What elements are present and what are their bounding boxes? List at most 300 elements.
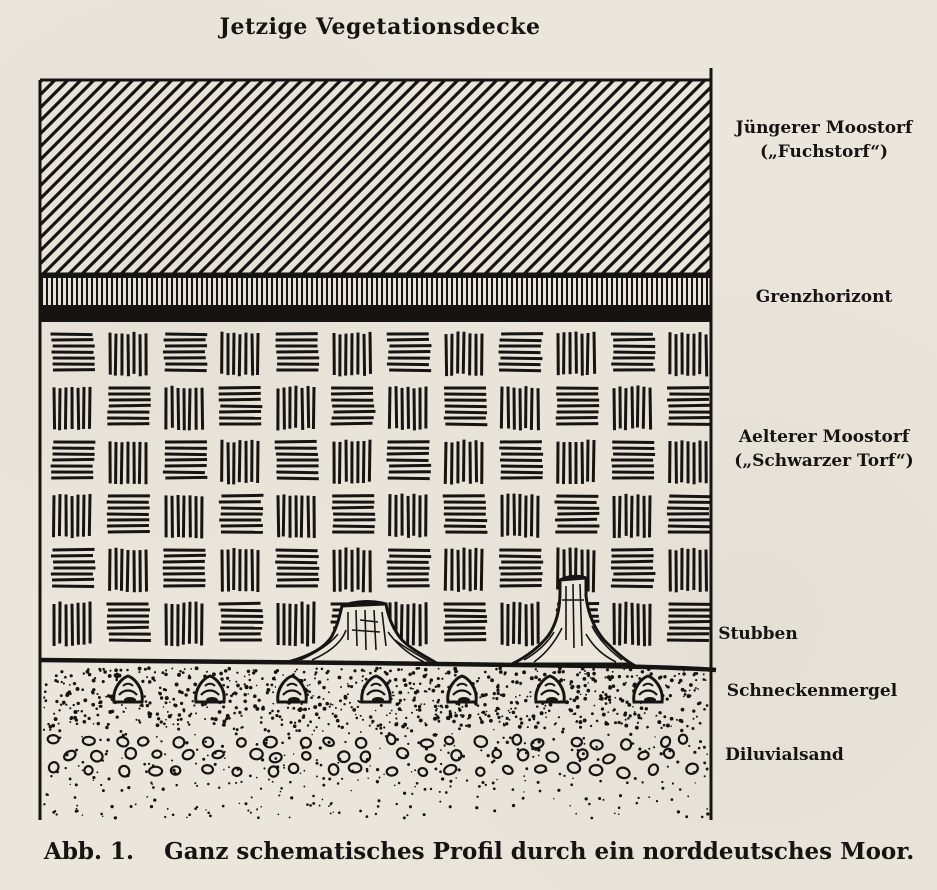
- stipple-dot: [395, 713, 397, 715]
- stipple-dot: [241, 726, 243, 728]
- stipple-dot: [458, 768, 461, 771]
- weave-cell-horizontal: [275, 550, 319, 586]
- diluvialsand-pebbles: [47, 733, 699, 780]
- stipple-dot: [641, 670, 644, 673]
- hatch-line: [14, 60, 244, 290]
- stipple-dot: [602, 713, 606, 717]
- hatch-line: [92, 60, 322, 290]
- stipple-dot: [62, 701, 66, 705]
- stipple-dot: [333, 812, 334, 813]
- stipple-dot: [164, 673, 168, 677]
- stipple-dot: [495, 697, 498, 700]
- stipple-dot: [379, 777, 381, 779]
- stipple-dot: [701, 667, 705, 671]
- pebble: [149, 767, 162, 776]
- stipple-dot: [481, 712, 483, 714]
- stipple-dot: [495, 668, 498, 671]
- stipple-dot: [618, 675, 621, 678]
- stipple-dot: [69, 684, 71, 686]
- stipple-dot: [437, 720, 440, 723]
- hatch-line: [716, 60, 937, 290]
- weave-cell-vertical: [278, 602, 314, 647]
- pebble: [659, 735, 671, 748]
- stipple-dot: [182, 671, 185, 674]
- stipple-dot: [339, 699, 342, 702]
- stipple-dot: [236, 672, 238, 674]
- hatch-line: [482, 60, 712, 290]
- stipple-dot: [695, 679, 697, 681]
- stipple-dot: [535, 668, 537, 670]
- stipple-dot: [148, 680, 152, 684]
- stipple-dot: [403, 699, 405, 701]
- stipple-dot: [163, 688, 166, 691]
- stipple-dot: [602, 691, 604, 693]
- stipple-dot: [281, 719, 283, 721]
- stipple-dot: [670, 725, 672, 727]
- weave-cell-vertical: [446, 332, 482, 377]
- hatch-line: [1, 60, 231, 290]
- stipple-dot: [278, 794, 280, 796]
- pebble: [328, 763, 340, 776]
- diagonal-hatching: [0, 60, 937, 290]
- stipple-dot: [244, 707, 247, 710]
- stipple-dot: [680, 729, 683, 732]
- stipple-dot: [357, 706, 359, 708]
- stipple-dot: [294, 671, 296, 673]
- grenzhorizont-hatching: [42, 276, 707, 306]
- stipple-dot: [125, 733, 128, 736]
- stipple-dot: [329, 706, 331, 708]
- stipple-dot: [480, 749, 482, 751]
- stipple-dot: [692, 727, 695, 730]
- stipple-dot: [72, 704, 74, 706]
- stipple-dot: [478, 677, 480, 679]
- stipple-dot: [645, 707, 648, 710]
- stipple-dot: [688, 745, 690, 747]
- stipple-dot: [404, 683, 408, 687]
- stipple-dot: [247, 693, 249, 695]
- stipple-dot: [693, 751, 696, 754]
- stipple-dot: [249, 775, 252, 778]
- stipple-dot: [529, 691, 531, 693]
- stipple-dot: [281, 723, 284, 726]
- stipple-dot: [188, 723, 190, 725]
- stipple-dot: [298, 729, 301, 732]
- stipple-dot: [271, 710, 274, 713]
- stipple-dot: [637, 722, 639, 724]
- stipple-dot: [228, 766, 230, 768]
- stipple-dot: [369, 715, 373, 719]
- stipple-dot: [396, 702, 400, 706]
- stipple-dot: [607, 711, 609, 713]
- hatch-line: [40, 60, 270, 290]
- stipple-dot: [277, 710, 280, 713]
- stipple-dot: [309, 684, 311, 686]
- stipple-dot: [419, 683, 422, 686]
- stipple-dot: [543, 726, 546, 729]
- weave-cell-vertical: [670, 440, 707, 484]
- stipple-dot: [446, 716, 450, 720]
- stipple-dot: [43, 729, 45, 731]
- stipple-dot: [376, 768, 379, 771]
- stipple-dot: [315, 671, 318, 674]
- weave-cell-vertical: [334, 332, 370, 376]
- stipple-dot: [379, 667, 381, 669]
- stipple-dot: [60, 670, 63, 673]
- stipple-dot: [641, 781, 643, 783]
- stipple-dot: [283, 767, 285, 769]
- pebble: [83, 737, 95, 746]
- stipple-dot: [532, 756, 534, 758]
- stipple-dot: [190, 668, 192, 670]
- stipple-dot: [525, 767, 528, 770]
- stipple-dot: [392, 695, 394, 697]
- stipple-dot: [121, 704, 123, 706]
- stipple-dot: [69, 721, 71, 723]
- weave-cell-horizontal: [332, 496, 376, 533]
- stipple-dot: [224, 669, 228, 673]
- stipple-dot: [69, 777, 72, 780]
- stipple-dot: [584, 673, 586, 675]
- stipple-dot: [455, 777, 456, 778]
- stipple-dot: [706, 704, 709, 707]
- stipple-dot: [316, 759, 318, 761]
- stipple-dot: [430, 683, 432, 685]
- stipple-dot: [287, 707, 289, 709]
- stipple-dot: [692, 718, 694, 720]
- stipple-dot: [146, 704, 149, 707]
- stipple-dot: [557, 789, 560, 792]
- stipple-dot: [435, 713, 437, 715]
- stipple-dot: [289, 816, 291, 818]
- stipple-dot: [304, 708, 307, 711]
- stipple-dot: [389, 721, 391, 723]
- stipple-dot: [312, 695, 314, 697]
- stipple-dot: [460, 723, 463, 726]
- stipple-dot: [78, 765, 80, 767]
- stipple-dot: [264, 728, 267, 731]
- figure-caption: [44, 838, 924, 865]
- stipple-dot: [328, 805, 330, 807]
- label-diluvialsand: [712, 743, 857, 767]
- stipple-dot: [244, 676, 246, 678]
- stipple-dot: [43, 803, 45, 805]
- stipple-dot: [119, 669, 122, 672]
- stipple-dot: [408, 692, 410, 694]
- stipple-dot: [338, 725, 341, 728]
- stipple-dot: [187, 721, 189, 723]
- stipple-dot: [561, 730, 564, 733]
- stipple-dot: [327, 670, 330, 673]
- stipple-dot: [102, 789, 105, 792]
- stipple-dot: [411, 793, 413, 795]
- stipple-dot: [430, 788, 432, 790]
- stipple-dot: [534, 676, 538, 680]
- stipple-dot: [689, 690, 691, 692]
- stipple-dot: [501, 715, 503, 717]
- stipple-dot: [402, 678, 406, 682]
- stipple-dot: [347, 685, 350, 688]
- stipple-dot: [361, 669, 364, 672]
- stipple-dot: [563, 679, 565, 681]
- hatch-line: [638, 60, 868, 290]
- weave-cell-vertical: [53, 494, 90, 538]
- stipple-dot: [348, 732, 350, 734]
- stipple-dot: [413, 683, 415, 685]
- label-stubben: [703, 622, 813, 646]
- stipple-dot: [414, 769, 416, 771]
- stipple-dot: [601, 707, 604, 710]
- stipple-dot: [467, 724, 471, 728]
- stipple-dot: [322, 698, 324, 700]
- stipple-dot: [617, 721, 620, 724]
- stipple-dot: [303, 786, 305, 788]
- stipple-dot: [638, 748, 641, 751]
- stipple-dot: [570, 686, 573, 689]
- stipple-dot: [392, 691, 394, 693]
- stipple-dot: [437, 684, 441, 688]
- stipple-dot: [309, 804, 312, 807]
- stipple-dot: [163, 706, 165, 708]
- weave-cell-horizontal: [611, 549, 656, 586]
- label-line: Schneckenmergel: [726, 681, 898, 701]
- stipple-dot: [196, 749, 198, 751]
- stipple-dot: [77, 710, 79, 712]
- stipple-dot: [180, 718, 183, 721]
- stipple-dot: [439, 770, 442, 773]
- stipple-dot: [394, 678, 398, 682]
- stipple-dot: [369, 725, 371, 727]
- stipple-dot: [313, 705, 317, 709]
- stipple-dot: [357, 779, 359, 781]
- weave-cell-horizontal: [443, 496, 488, 532]
- stipple-dot: [272, 691, 274, 693]
- stipple-dot: [670, 717, 674, 721]
- hatch-line: [573, 60, 803, 290]
- stipple-dot: [428, 688, 431, 691]
- pebble: [571, 738, 582, 747]
- stipple-dot: [454, 714, 458, 718]
- hatch-line: [0, 60, 10, 290]
- stipple-dot: [452, 720, 456, 724]
- stipple-dot: [618, 813, 620, 815]
- stipple-dot: [614, 721, 617, 724]
- stipple-dot: [656, 800, 658, 802]
- stipple-dot: [307, 724, 309, 726]
- stipple-dot: [337, 782, 340, 785]
- stipple-dot: [103, 670, 107, 674]
- stipple-dot: [424, 722, 426, 724]
- pebble: [567, 761, 582, 774]
- stipple-dot: [538, 740, 541, 743]
- stipple-dot: [614, 813, 616, 815]
- stipple-dot: [102, 680, 105, 683]
- stipple-dot: [509, 712, 511, 714]
- pebble: [637, 751, 649, 761]
- stipple-dot: [323, 707, 327, 711]
- hatch-line: [0, 60, 114, 290]
- stipple-dot: [228, 717, 231, 720]
- label-line: („Fuchstorf“): [759, 142, 889, 162]
- stipple-dot: [315, 762, 318, 765]
- weave-cell-vertical: [614, 386, 651, 431]
- stipple-dot: [407, 727, 409, 729]
- pebble: [491, 748, 502, 759]
- stipple-dot: [669, 694, 672, 697]
- stipple-dot: [91, 703, 95, 707]
- pebble: [359, 750, 372, 763]
- stipple-dot: [430, 678, 434, 682]
- stipple-dot: [338, 676, 342, 680]
- stipple-dot: [202, 758, 205, 761]
- stipple-dot: [341, 778, 343, 780]
- stipple-dot: [493, 787, 496, 790]
- stipple-dot: [674, 675, 676, 677]
- stipple-dot: [54, 679, 57, 682]
- stipple-dot: [160, 696, 163, 699]
- stipple-dot: [677, 810, 680, 813]
- stipple-dot: [365, 678, 368, 681]
- hatch-line: [235, 60, 465, 290]
- stipple-dot: [318, 703, 322, 707]
- stipple-dot: [226, 693, 228, 695]
- stipple-dot: [319, 746, 322, 749]
- stipple-dot: [409, 805, 412, 808]
- stipple-dot: [624, 724, 628, 728]
- stipple-dot: [177, 723, 179, 725]
- stipple-dot: [383, 774, 385, 776]
- stipple-dot: [524, 699, 528, 703]
- stipple-dot: [440, 711, 443, 714]
- stipple-dot: [52, 811, 55, 814]
- stipple-dot: [49, 725, 53, 729]
- stipple-dot: [466, 779, 468, 781]
- stipple-dot: [512, 788, 515, 791]
- stipple-dot: [148, 715, 152, 719]
- stipple-dot: [279, 715, 282, 718]
- stipple-dot: [592, 672, 596, 676]
- stipple-dot: [307, 685, 309, 687]
- hatch-line: [534, 60, 764, 290]
- pebble: [386, 767, 398, 776]
- weave-cell-vertical: [278, 494, 314, 538]
- stipple-dot: [260, 716, 262, 718]
- stipple-dot: [579, 716, 582, 719]
- stipple-dot: [125, 707, 127, 709]
- stipple-dot: [56, 813, 58, 815]
- stipple-dot: [465, 725, 467, 727]
- stipple-dot: [75, 810, 78, 813]
- stipple-dot: [369, 672, 372, 675]
- stipple-dot: [443, 744, 445, 746]
- hatch-line: [53, 60, 283, 290]
- hatch-line: [0, 60, 192, 290]
- stipple-dot: [47, 723, 50, 726]
- stipple-dot: [493, 809, 496, 812]
- stipple-dot: [698, 747, 701, 750]
- stipple-dot: [261, 677, 264, 680]
- pebble: [172, 736, 185, 749]
- stipple-dot: [367, 778, 369, 780]
- weave-cell-vertical: [110, 548, 147, 593]
- stipple-dot: [424, 690, 426, 692]
- stipple-dot: [498, 666, 502, 670]
- stipple-dot: [619, 794, 622, 797]
- stipple-dot: [196, 806, 198, 808]
- stipple-dot: [296, 668, 298, 670]
- hatch-line: [508, 60, 738, 290]
- weave-cell-horizontal: [499, 550, 543, 586]
- stump-left: [288, 602, 438, 664]
- stipple-dot: [93, 723, 95, 725]
- stipple-dot: [532, 714, 536, 718]
- stipple-dot: [75, 749, 78, 752]
- stipple-dot: [477, 704, 479, 706]
- stipple-dot: [683, 695, 685, 697]
- stipple-dot: [694, 782, 695, 783]
- stipple-dot: [436, 701, 439, 704]
- stipple-dot: [151, 676, 155, 680]
- stipple-dot: [160, 720, 163, 723]
- weave-cell-horizontal: [387, 550, 432, 586]
- label-line: Aelterer Moostorf: [738, 427, 910, 447]
- stipple-dot: [661, 781, 663, 783]
- stipple-dot: [703, 761, 706, 764]
- pebble: [679, 735, 687, 744]
- stipple-dot: [105, 753, 108, 756]
- stipple-dot: [312, 795, 315, 798]
- stipple-dot: [703, 746, 706, 749]
- stipple-dot: [449, 710, 452, 713]
- stipple-dot: [635, 726, 639, 730]
- stipple-dot: [543, 707, 545, 709]
- stipple-dot: [451, 733, 453, 735]
- stipple-dot: [266, 691, 269, 694]
- figure-number: Abb. 1.: [44, 838, 135, 865]
- stipple-dot: [575, 813, 577, 815]
- weave-cell-horizontal: [387, 442, 432, 479]
- stipple-dot: [321, 668, 324, 671]
- hatch-line: [196, 60, 426, 290]
- stipple-dot: [146, 676, 148, 678]
- stipple-dot: [141, 680, 144, 683]
- stipple-dot: [240, 781, 242, 783]
- stipple-dot: [260, 788, 262, 790]
- stipple-dot: [172, 814, 175, 817]
- stipple-dot: [235, 681, 237, 683]
- stipple-dot: [579, 726, 582, 729]
- stipple-dot: [330, 813, 332, 815]
- stipple-dot: [92, 688, 95, 691]
- stipple-dot: [375, 710, 377, 712]
- stipple-dot: [316, 668, 318, 670]
- pebble: [287, 762, 299, 774]
- stipple-dot: [338, 811, 341, 814]
- stipple-dot: [115, 673, 119, 677]
- stipple-dot: [195, 712, 197, 714]
- stipple-dot: [483, 703, 486, 706]
- stipple-dot: [88, 717, 91, 720]
- stipple-dot: [506, 717, 509, 720]
- weave-cell-vertical: [670, 548, 706, 592]
- stipple-dot: [300, 772, 302, 774]
- stipple-dot: [310, 696, 313, 699]
- stipple-dot: [438, 668, 440, 670]
- stipple-dot: [436, 716, 440, 720]
- stipple-dot: [135, 803, 137, 805]
- stipple-dot: [352, 708, 356, 712]
- stipple-dot: [99, 705, 102, 708]
